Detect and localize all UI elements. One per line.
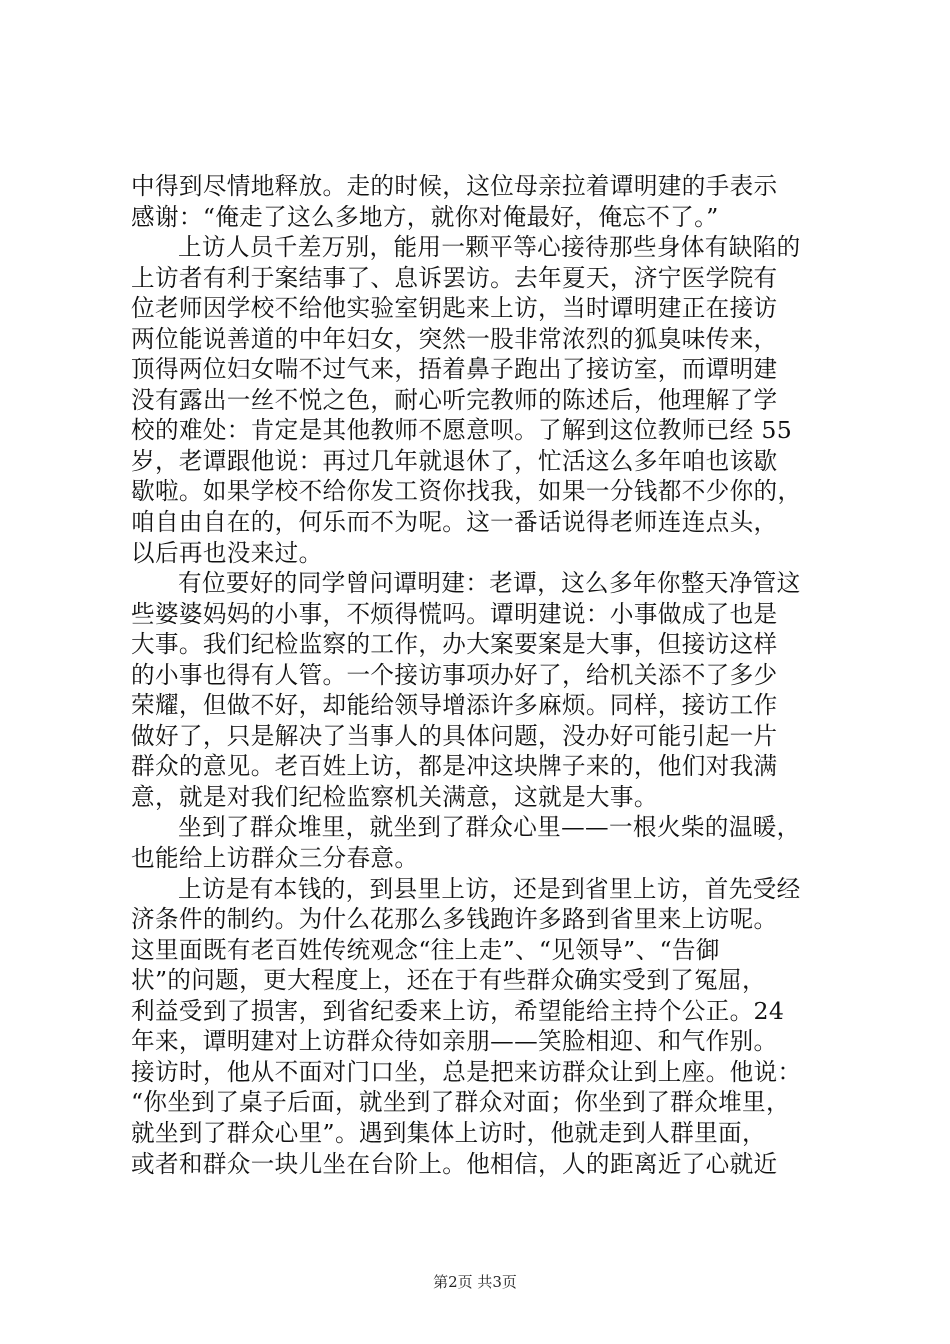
text-line: 校的难处：肯定是其他教师不愿意呗。了解到这位教师已经 55 xyxy=(131,416,793,445)
text-line: 这里面既有老百姓传统观念“往上走”、“见领导”、“告御 xyxy=(131,935,720,964)
text-line: 位老师因学校不给他实验室钥匙来上访，当时谭明建正在接访 xyxy=(131,294,778,323)
text-line: 意，就是对我们纪检监察机关满意，这就是大事。 xyxy=(131,782,658,811)
text-line: 以后再也没来过。 xyxy=(131,538,323,567)
paragraph-start-line: 有位要好的同学曾问谭明建：老谭，这么多年你整天净管这 xyxy=(178,569,801,598)
text-line: “你坐到了桌子后面，就坐到了群众对面；你坐到了群众堆里， xyxy=(131,1088,790,1117)
text-line: 济条件的制约。为什么花那么多钱跑许多路到省里来上访呢。 xyxy=(131,905,778,934)
text-line: 大事。我们纪检监察的工作，办大案要案是大事，但接访这样 xyxy=(131,630,778,659)
text-line: 荣耀，但做不好，却能给领导增添许多麻烦。同样，接访工作 xyxy=(131,691,778,720)
paragraph-start-line: 上访人员千差万别，能用一颗平等心接待那些身体有缺陷的 xyxy=(178,233,801,262)
text-line: 或者和群众一块儿坐在台阶上。他相信，人的距离近了心就近 xyxy=(131,1149,778,1178)
paragraph-start-line: 上访是有本钱的，到县里上访，还是到省里上访，首先受经 xyxy=(178,874,801,903)
text-line: 状”的问题，更大程度上，还在于有些群众确实受到了冤屈， xyxy=(131,966,766,995)
article-body xyxy=(131,171,831,1179)
text-line: 接访时，他从不面对门口坐，总是把来访群众让到上座。他说： xyxy=(131,1057,802,1086)
text-line: 也能给上访群众三分春意。 xyxy=(131,844,419,873)
paragraph-start-line: 坐到了群众堆里，就坐到了群众心里——一根火柴的温暖， xyxy=(178,813,801,842)
text-line: 做好了，只是解决了当事人的具体问题，没办好可能引起一片 xyxy=(131,721,778,750)
text-line: 的小事也得有人管。一个接访事项办好了，给机关添不了多少 xyxy=(131,660,778,689)
text-line: 上访者有利于案结事了、息诉罢访。去年夏天，济宁医学院有 xyxy=(131,263,778,292)
text-line: 两位能说善道的中年妇女，突然一股非常浓烈的狐臭味传来， xyxy=(131,324,778,353)
text-line: 咱自由自在的，何乐而不为呢。这一番话说得老师连连点头， xyxy=(131,508,778,537)
text-line: 群众的意见。老百姓上访，都是冲这块牌子来的，他们对我满 xyxy=(131,752,778,781)
text-line: 没有露出一丝不悦之色，耐心听完教师的陈述后，他理解了学 xyxy=(131,385,778,414)
text-line: 就坐到了群众心里”。遇到集体上访时，他就走到人群里面， xyxy=(131,1118,766,1147)
page-number-footer: 第2页 共3页 xyxy=(433,1273,517,1291)
text-line: 年来，谭明建对上访群众待如亲朋——笑脸相迎、和气作别。 xyxy=(131,1027,778,1056)
text-line: 些婆婆妈妈的小事，不烦得慌吗。谭明建说：小事做成了也是 xyxy=(131,599,778,628)
text-line: 岁，老谭跟他说：再过几年就退休了，忙活这么多年咱也该歇 xyxy=(131,446,778,475)
text-line: 中得到尽情地释放。走的时候，这位母亲拉着谭明建的手表示 xyxy=(131,172,778,200)
text-line: 利益受到了损害，到省纪委来上访，希望能给主持个公正。24 xyxy=(131,996,785,1025)
text-line: 感谢：“俺走了这么多地方，就你对俺最好，俺忘不了。” xyxy=(131,202,719,231)
text-line: 歇啦。如果学校不给你发工资你找我，如果一分钱都不少你的， xyxy=(131,477,802,506)
text-line: 顶得两位妇女喘不过气来，捂着鼻子跑出了接访室，而谭明建 xyxy=(131,355,778,384)
